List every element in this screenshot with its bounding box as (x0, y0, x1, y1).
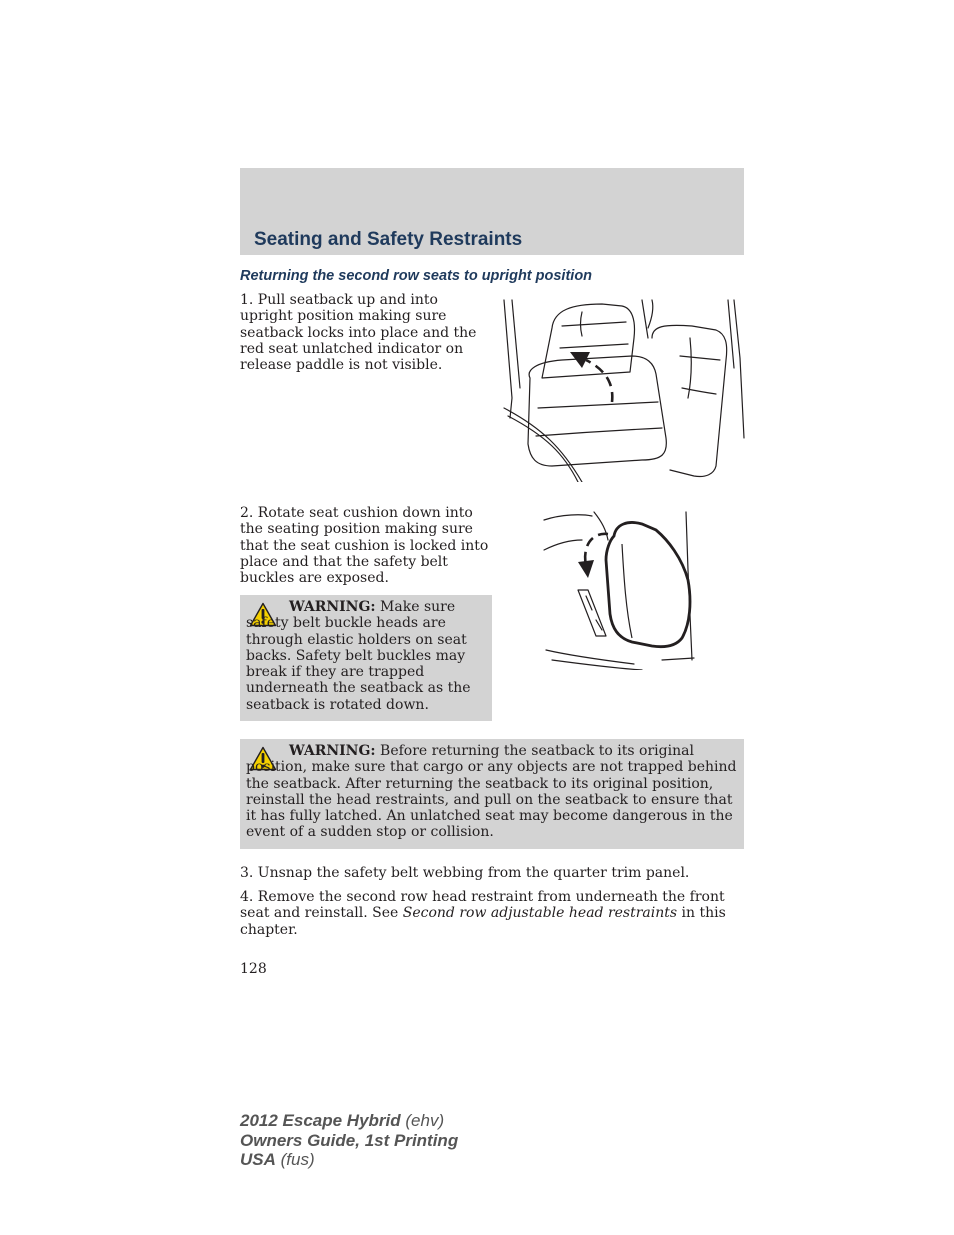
warning-box-1 (240, 595, 492, 721)
seatback-upright-illustration (502, 298, 746, 482)
warning-box-2 (240, 739, 744, 849)
step-3-text: 3. Unsnap the safety belt webbing from the quarter trim panel. (240, 865, 690, 881)
warning-1-body: Make sure safety belt buckle heads are through elastic holders on seat backs. Safety belt buckles may break if they are trapped underneath the seatback as the seatback is rotated down. (246, 599, 471, 713)
footer-line-3 (240, 1150, 458, 1170)
footer-market: USA (240, 1150, 276, 1169)
seat-cushion-down-illustration (542, 510, 696, 670)
footer-line-2: Owners Guide, 1st Printing (240, 1130, 459, 1150)
page-number: 128 (240, 961, 267, 977)
cross-reference-link[interactable]: Second row adjustable head restraints (402, 905, 678, 922)
footer-line-1 (240, 1111, 458, 1131)
warning-2-label: WARNING: (289, 743, 376, 759)
footer-model-code: (ehv) (400, 1111, 445, 1130)
subsection-title: Returning the second row seats to upright position (240, 268, 593, 284)
section-title: Seating and Safety Restraints (254, 229, 523, 250)
warning-1-text (246, 599, 488, 713)
step-4-tail: in this chapter. (240, 905, 726, 938)
step-4-text (240, 889, 744, 938)
warning-1-label: WARNING: (289, 599, 376, 615)
step-2-text: 2. Rotate seat cushion down into the seating position making sure that the seat cushion is locked into place and that the safety belt buckles are exposed. (240, 505, 489, 587)
footer-edition-info (240, 1111, 458, 1170)
footer-model: 2012 Escape Hybrid (240, 1111, 401, 1130)
step-4-lead: 4. Remove the second row head restraint from underneath the front seat and reinstall. See (240, 889, 725, 922)
footer-market-code: (fus) (275, 1150, 315, 1169)
step-1-text: 1. Pull seatback up and into upright position making sure seatback locks into place and the red seat unlatched indicator on release paddle is not visible. (240, 292, 477, 374)
warning-2-body: Before returning the seatback to its original position, make sure that cargo or any objects are not trapped behind the seatback. After returning the seatback to its original position, reinstall the head restraints, and pull on the seatback to ensure that it has fully latched. An unlatched seat may become dangerous in the event of a sudden stop or collision. (246, 743, 737, 841)
warning-2-text (246, 743, 738, 841)
